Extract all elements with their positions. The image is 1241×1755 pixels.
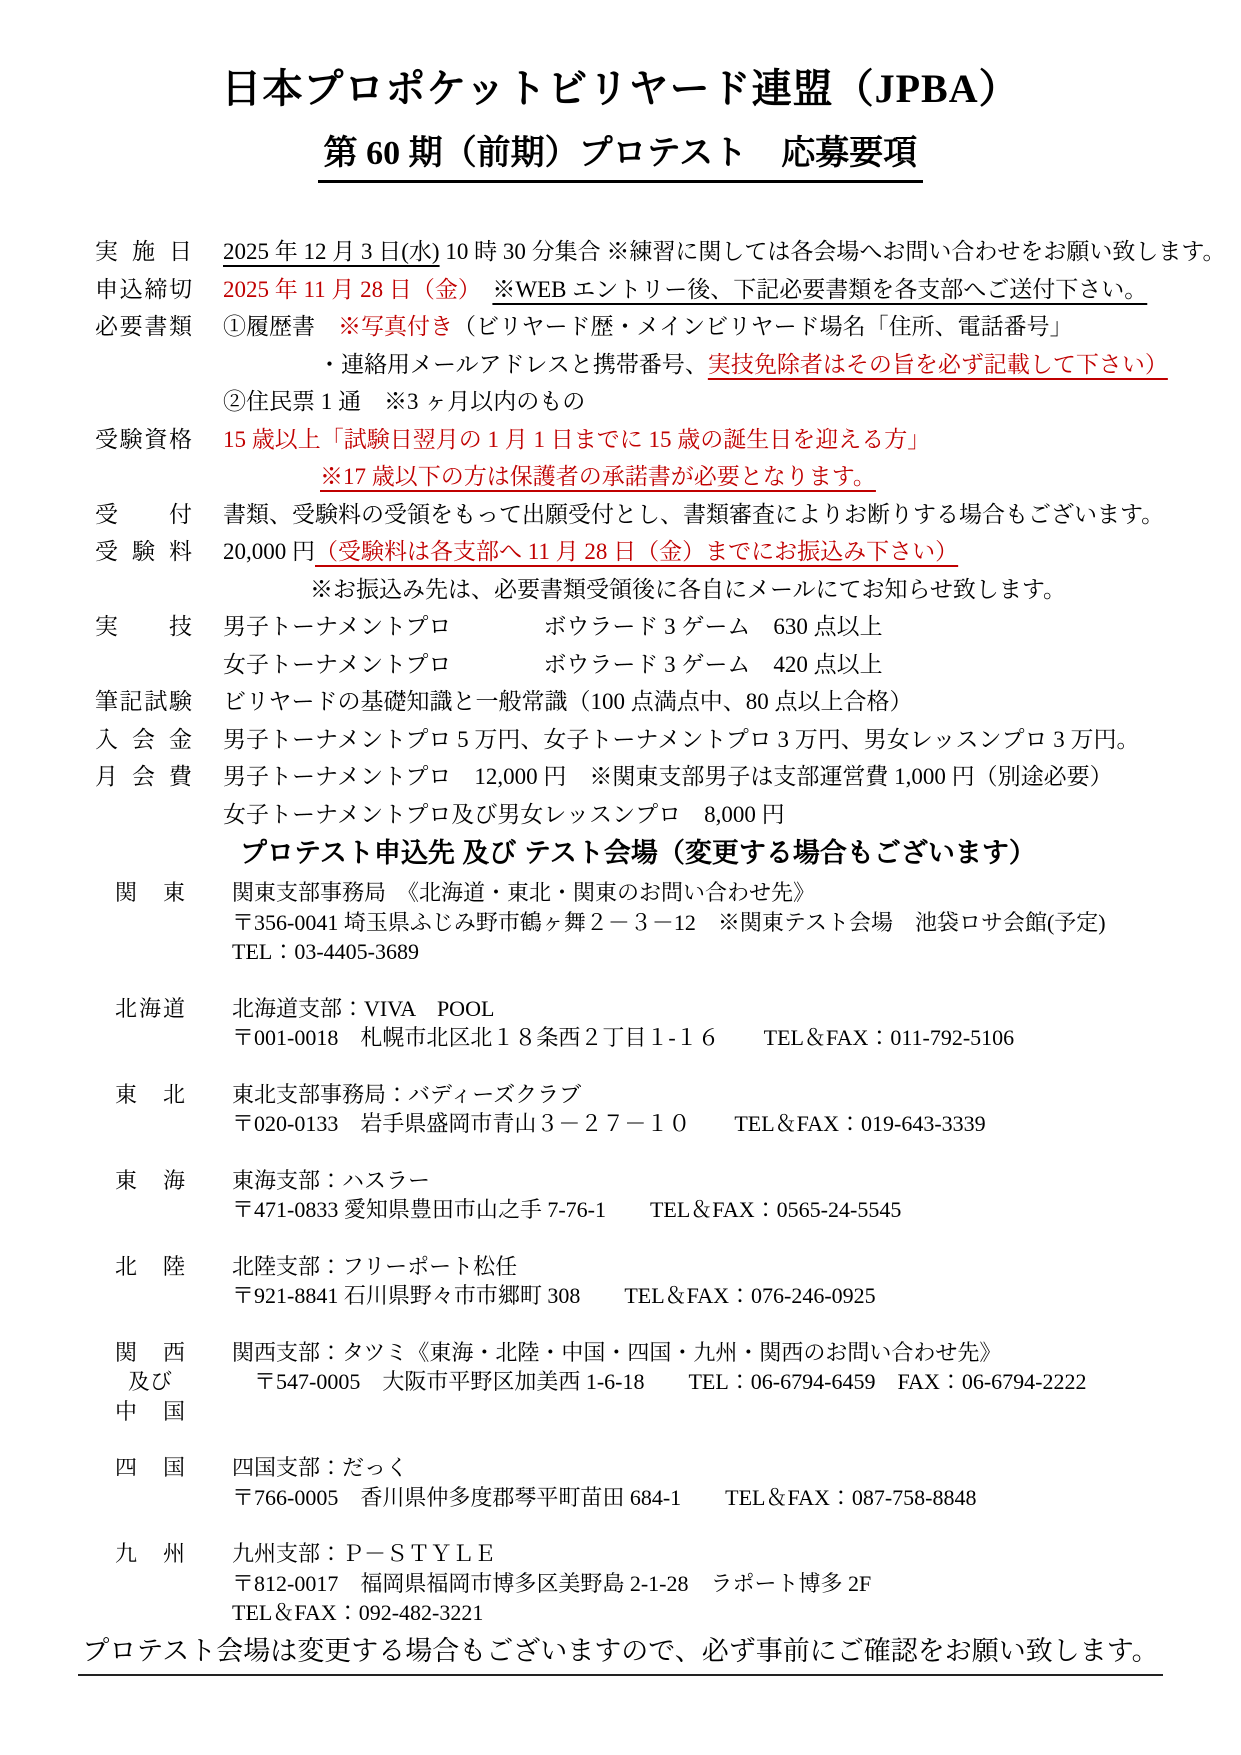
label-char: 九 [115, 1541, 138, 1566]
info-row [95, 533, 1221, 608]
label-char: 付 [169, 501, 192, 527]
branch-line: TEL：03-4405-3689 [232, 939, 419, 964]
label-char: 類 [168, 314, 192, 339]
branch-label-column [115, 1453, 185, 1512]
branch-label-column [115, 1166, 185, 1225]
branch-line: 〒812-0017 福岡県福岡市博多区美野島 2-1-28 ラポート博多 2F [232, 1570, 872, 1596]
branch-label [115, 1539, 185, 1569]
label-char: 実 [95, 239, 118, 264]
info-row [95, 721, 1221, 759]
branch-line: 〒766-0005 香川県仲多度郡琴平町苗田 684-1 TEL＆FAX：087-758-8848 [232, 1484, 977, 1510]
branch-row [115, 1252, 1241, 1311]
info-row-label [95, 496, 192, 534]
label-char: 要 [119, 314, 143, 339]
info-row-content [223, 421, 1221, 496]
info-row-content [223, 308, 1221, 421]
label-char: 東 [115, 1081, 138, 1107]
info-row-content [223, 758, 1221, 833]
branch-line: 九州支部：Ｐ－ＳＴＹＬＥ [232, 1541, 497, 1566]
branch-line: TEL＆FAX：092-482-3221 [232, 1600, 484, 1625]
text-segment: 書類、受験料の受領をもって出願受付とし、書類審査によりお断りする場合もございます。 [223, 501, 1165, 527]
info-row [95, 308, 1221, 421]
info-row-label [95, 683, 192, 721]
branch-content [232, 1453, 1241, 1512]
label-char: 北 [115, 1253, 138, 1279]
branch-row [115, 1166, 1241, 1225]
branch-label [115, 1166, 185, 1196]
text-segment: ビリヤードの基礎知識と一般常識（100 点満点中、80 点以上合格） [223, 689, 913, 714]
branch-label [115, 1338, 185, 1368]
text-segment: ※お振込み先は、必要書類受領後に各自にメールにてお知らせ致します。 [310, 576, 1067, 602]
label-char: 北 [162, 1081, 185, 1107]
label-char: 会 [132, 726, 155, 752]
text-segment: 女子トーナメントプロ及び男女レッスンプロ 8,000 円 [223, 801, 785, 827]
info-row-content [223, 496, 1221, 534]
branch-label [115, 1252, 185, 1282]
label-char: 格 [168, 426, 192, 452]
info-line [223, 796, 1221, 834]
branch-content [232, 1539, 1241, 1628]
branch-label-column [115, 878, 185, 967]
label-char: 記 [119, 689, 143, 714]
label-char: 四 [115, 1455, 138, 1480]
text-segment: 男子トーナメントプロ 12,000 円 ※関東支部男子は支部運営費 1,000 円（別途必要） [223, 764, 1113, 789]
branch-label-column [115, 1252, 185, 1311]
branch-row [115, 1453, 1241, 1512]
info-row [95, 683, 1221, 721]
label-char: 入 [95, 726, 118, 752]
label-char: 北 [115, 995, 138, 1021]
label-char: 東 [115, 1167, 138, 1193]
application-info-section [0, 233, 1241, 833]
branch-contact-section [0, 878, 1241, 1628]
info-row-content [223, 271, 1221, 309]
info-row-content [223, 533, 1221, 608]
text-segment: ※写真付き [338, 314, 453, 339]
text-segment: ※WEB エントリー後、下記必要書類を各支部へご送付下さい。 [492, 276, 1148, 302]
text-segment [469, 277, 492, 302]
text-segment: 15 歳以上「試験日翌月の 1 月 1 日までに 15 歳の誕生日を迎える方」 [223, 426, 931, 452]
branch-content [232, 878, 1241, 967]
text-segment: 20,000 円 [223, 539, 315, 564]
info-row [95, 271, 1221, 309]
label-char: 日 [169, 239, 192, 264]
info-row-content [223, 608, 1221, 683]
branch-line: 関西支部：タツミ《東海・北陸・中国・四国・九州・関西のお問い合わせ先》 [232, 1339, 1002, 1365]
label-char: 試 [144, 689, 168, 714]
info-row-label [95, 608, 192, 683]
info-line [223, 346, 1221, 384]
branch-label [115, 1397, 185, 1427]
label-char: 費 [169, 764, 192, 789]
info-row-content [223, 721, 1221, 759]
branch-line: 北海道支部：VIVA POOL [232, 995, 495, 1021]
label-char: 東 [162, 880, 185, 905]
label-char: 料 [169, 539, 192, 564]
footer-note [0, 1631, 1241, 1676]
label-char: 験 [132, 539, 155, 564]
branch-content [232, 1080, 1241, 1139]
label-char: 書 [144, 314, 168, 339]
branch-content [232, 994, 1241, 1053]
label-char: 受 [95, 426, 118, 452]
branch-row [115, 878, 1241, 967]
text-segment: （ビリヤード歴・メインビリヤード場名「住所、電話番号」 [453, 314, 1073, 339]
branch-line: 四国支部：だっく [232, 1455, 409, 1480]
branch-line: 東北支部事務局：バディーズクラブ [232, 1081, 582, 1107]
branch-label-column [115, 1338, 185, 1427]
info-line [223, 496, 1221, 534]
info-line [223, 608, 1221, 646]
label-char: 国 [162, 1455, 185, 1480]
text-segment: ②住民票 1 通 ※3 ヶ月以内のもの [223, 389, 586, 414]
info-line [223, 271, 1221, 309]
info-line [223, 721, 1221, 759]
label-char: 必 [95, 314, 118, 339]
branch-label: 及び [127, 1369, 172, 1394]
label-char: 験 [119, 426, 143, 452]
page-title: 日本プロポケットビリヤード連盟（JPBA） [221, 66, 1020, 111]
label-char: 験 [168, 689, 192, 714]
info-line [223, 683, 1221, 721]
label-char: 関 [115, 1339, 138, 1365]
label-char: 月 [95, 764, 118, 789]
text-segment: ※17 歳以下の方は保護者の承諾書が必要となります。 [320, 464, 876, 489]
label-char: 受 [95, 539, 118, 564]
info-line [223, 383, 1221, 421]
text-segment: 男子トーナメントプロ ボウラード 3 ゲーム 630 点以上 [223, 614, 883, 639]
label-char: 実 [95, 614, 118, 639]
info-line [223, 571, 1221, 609]
branch-label [115, 1453, 185, 1483]
label-char: 道 [162, 995, 185, 1021]
info-row [95, 496, 1221, 534]
info-row [95, 758, 1221, 833]
text-segment: 2025 年 11 月 28 日（金） [223, 276, 470, 302]
label-char: 西 [162, 1339, 185, 1365]
label-char: 施 [132, 239, 155, 264]
label-char: 海 [162, 1167, 185, 1193]
branch-line: 北陸支部：フリーポート松任 [232, 1253, 518, 1279]
label-char: 申 [95, 276, 118, 302]
branch-label-column [115, 994, 185, 1053]
info-line [223, 421, 1221, 459]
text-segment: 女子トーナメントプロ ボウラード 3 ゲーム 420 点以上 [223, 651, 883, 677]
branch-line: 〒356-0041 埼玉県ふじみ野市鶴ヶ舞２－３－12 ※関東テスト会場 池袋ロサ会館(予定) [232, 909, 1106, 935]
branch-row [115, 1338, 1241, 1427]
info-line [223, 458, 1221, 496]
info-row-label [95, 308, 192, 421]
branch-row [115, 1539, 1241, 1628]
branch-label-column [115, 1080, 185, 1139]
info-line [223, 308, 1221, 346]
info-row-label [95, 271, 192, 309]
branch-line: 〒471-0833 愛知県豊田市山之手 7-76-1 TEL＆FAX：0565-24-5545 [232, 1197, 902, 1222]
branch-label [115, 994, 185, 1024]
label-char: 締 [144, 276, 168, 302]
label-char: 金 [169, 726, 192, 752]
info-row-content [223, 233, 1226, 271]
label-char: 切 [168, 276, 192, 302]
branch-label-column [115, 1539, 185, 1628]
info-row-label [95, 421, 192, 496]
text-segment: 男子トーナメントプロ 5 万円、女子トーナメントプロ 3 万円、男女レッスンプロ 3 万円。 [223, 726, 1140, 752]
branch-line: 〒921-8841 石川県野々市市郷町 308 TEL＆FAX：076-246-0925 [232, 1283, 876, 1308]
label-char: 中 [115, 1398, 138, 1424]
label-char: 筆 [95, 689, 118, 714]
label-char: 陸 [162, 1253, 185, 1279]
text-segment: 10 時 30 分集合 ※練習に関しては各会場へお問い合わせをお願い致します。 [439, 239, 1226, 264]
info-row-label [95, 233, 192, 271]
info-row [95, 421, 1221, 496]
info-row [95, 608, 1221, 683]
branch-line: 関東支部事務局 《北海道・東北・関東のお問い合わせ先》 [232, 880, 816, 905]
label-char: 州 [162, 1541, 185, 1566]
text-segment: ・連絡用メールアドレスと携帯番号、 [318, 351, 708, 377]
branch-content [232, 1252, 1241, 1311]
label-char: 技 [169, 614, 192, 639]
page-subtitle [0, 132, 1241, 183]
text-segment: 実技免除者はその旨を必ず記載して下さい） [707, 351, 1168, 377]
section-heading-test-venues: プロテスト申込先 及び テスト会場（変更する場合もございます） [240, 838, 1036, 868]
label-char: 込 [119, 276, 143, 302]
label-char: 関 [115, 880, 138, 905]
info-line [223, 758, 1221, 796]
branch-line: 〒020-0133 岩手県盛岡市青山３－２７－１０ TEL＆FAX：019-643-3339 [232, 1111, 986, 1136]
branch-line: 〒547-0005 大阪市平野区加美西 1-6-18 TEL：06-6794-6459 FAX：06-6794-2222 [232, 1369, 1087, 1394]
info-row-content [223, 683, 1221, 721]
text-segment: （受験料は各支部へ 11 月 28 日（金）までにお振込み下さい） [315, 539, 959, 564]
text-segment: ①履歴書 [223, 314, 338, 339]
label-char: 受 [95, 501, 118, 527]
page-subtitle-text: 第 60 期（前期）プロテスト 応募要項 [318, 132, 924, 183]
info-line [223, 233, 1226, 271]
label-char: 資 [144, 426, 168, 452]
info-line [223, 646, 1221, 684]
info-row-label [95, 721, 192, 759]
branch-line: 東海支部：ハスラー [232, 1167, 431, 1193]
branch-row [115, 1080, 1241, 1139]
label-char: 海 [138, 995, 161, 1021]
branch-line: 〒001-0018 札幌市北区北１８条西２丁目１-１６ TEL＆FAX：011-792-5106 [232, 1025, 1015, 1050]
info-line [223, 533, 1221, 571]
branch-row [115, 994, 1241, 1053]
branch-content [232, 1166, 1241, 1225]
branch-label [115, 1080, 185, 1110]
info-row-label [95, 533, 192, 608]
footer-note-text: プロテスト会場は変更する場合もございますので、必ず事前にご確認をお願い致します。 [78, 1631, 1162, 1676]
info-row [95, 233, 1226, 271]
branch-label [115, 878, 185, 908]
info-row-label [95, 758, 192, 833]
label-char: 会 [132, 764, 155, 789]
text-segment: 2025 年 12 月 3 日(水) [223, 239, 440, 264]
branch-content [232, 1338, 1241, 1427]
label-char: 国 [162, 1398, 185, 1424]
